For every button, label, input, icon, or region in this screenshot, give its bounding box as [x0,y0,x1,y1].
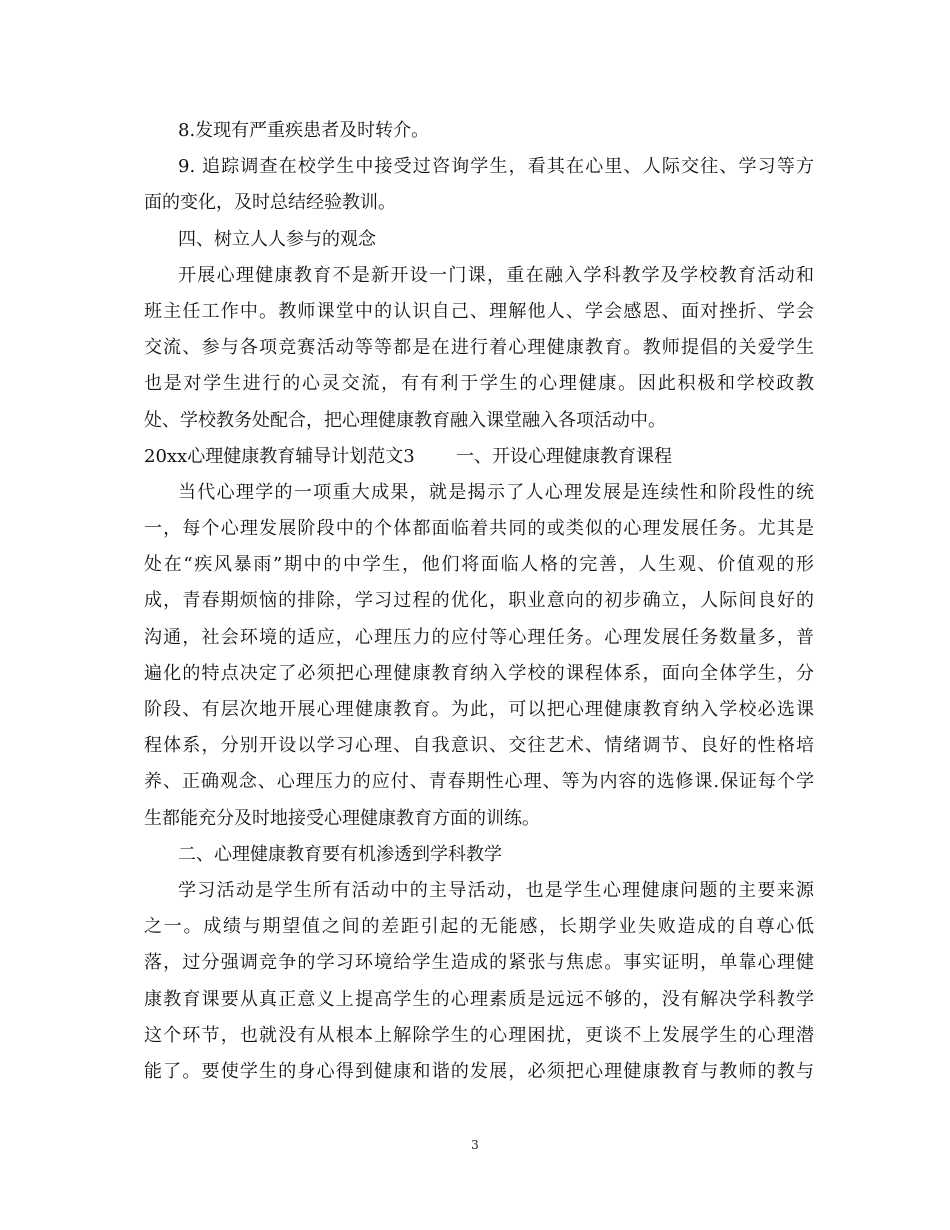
paragraph-line: 养、正确观念、心理压力的应付、青春期性心理、等为内容的选修课.保证每个学 [144,771,814,793]
page-number: 3 [471,1138,479,1152]
paragraph-line: 也是对学生进行的心灵交流，有有利于学生的心理健康。因此积极和学校政教 [144,373,814,395]
paragraph-line: 生都能充分及时地接受心理健康教育方面的训练。 [144,807,540,829]
paragraph-line: 之一。成绩与期望值之间的差距引起的无能感，长期学业失败造成的自尊心低 [144,916,814,938]
paragraph-line: 遍化的特点决定了必须把心理健康教育纳入学校的课程体系，面向全体学生，分 [144,662,814,684]
paragraph-line: 程体系，分别开设以学习心理、自我意识、交往艺术、情绪调节、良好的性格培 [144,735,814,757]
paragraph-line: 8.发现有严重疾患者及时转介。 [178,120,430,141]
document-title-line [144,439,814,475]
paragraph-line: 交流、参与各项竞赛活动等等都是在进行着心理健康教育。教师提倡的关爱学生 [144,337,814,359]
paragraph-line: 当代心理学的一项重大成果，就是揭示了人心理发展是连续性和阶段性的统 [178,481,814,503]
paragraph-line: 开展心理健康教育不是新开设一门课，重在融入学科教学及学校教育活动和 [178,264,814,286]
paragraph-line: 9. 追踪调查在校学生中接受过咨询学生，看其在心里、人际交往、学习等方 [178,156,814,178]
paragraph-line: 落，过分强调竞争的学习环境给学生造成的紧张与焦虑。事实证明，单靠心理健 [144,952,814,974]
paragraph-line: 一，每个心理发展阶段中的个体都面临着共同的或类似的心理发展任务。尤其是 [144,518,814,540]
document-body [144,113,814,1090]
paragraph-line: 阶段、有层次地开展心理健康教育。为此，可以把心理健康教育纳入学校必选课 [144,699,814,720]
paragraph-line: 学习活动是学生所有活动中的主导活动，也是学生心理健康问题的主要来源 [178,879,814,901]
paragraph-line: 班主任工作中。教师课堂中的认识自己、理解他人、学会感恩、面对挫折、学会 [144,300,814,322]
paragraph-line: 能了。要使学生的身心得到健康和谐的发展，必须把心理健康教育与教师的教与 [144,1060,814,1082]
paragraph-line: 面的变化，及时总结经验教训。 [144,192,396,214]
paragraph-line: 沟通，社会环境的适应，心理压力的应付等心理任务。心理发展任务数量多，普 [144,626,814,648]
paragraph-line: 处、学校教务处配合，把心理健康教育融入课堂融入各项活动中。 [144,409,666,431]
paragraph-line: 这个环节，也就没有从根本上解除学生的心理困扰，更谈不上发展学生的心理潜 [144,1024,814,1046]
paragraph-line: 处在“疾风暴雨”期中的中学生，他们将面临人格的完善，人生观、价值观的形 [144,554,814,576]
paragraph-line: 康教育课要从真正意义上提高学生的心理素质是远远不够的，没有解决学科教学 [144,988,814,1010]
paragraph-line: 成，青春期烦恼的排除，学习过程的优化，职业意向的初步确立，人际间良好的 [144,590,814,612]
section-heading: 四、树立人人参与的观念 [178,228,376,250]
section-heading: 二、心理健康教育要有机渗透到学科教学 [178,843,502,865]
section-heading: 一、开设心理健康教育课程 [456,445,672,467]
document-title: 20xx心理健康教育辅导计划范文3 [144,445,415,467]
